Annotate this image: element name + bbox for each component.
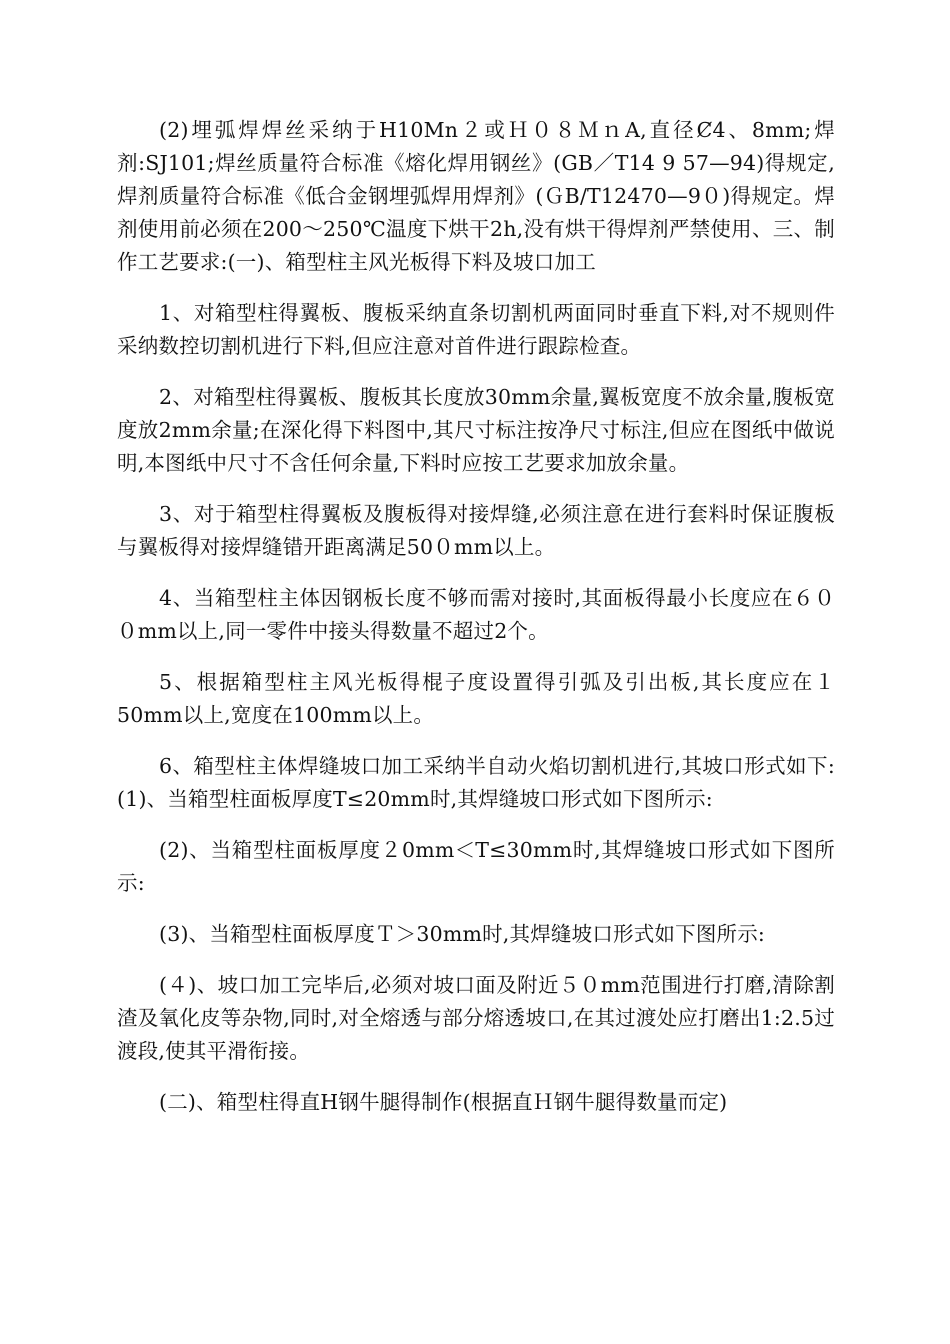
paragraph-item-6: 6、箱型柱主体焊缝坡口加工采纳半自动火焰切割机进行,其坡口形式如下:(1)、当箱型柱面板厚度T≤20mm时,其焊缝坡口形式如下图所示: (117, 754, 835, 811)
paragraph-item-3: 3、对于箱型柱得翼板及腹板得对接焊缝,必须注意在进行套料时保证腹板与翼板得对接焊缝错开距离满足50０mm以上。 (117, 502, 835, 559)
paragraph-bevel-2: (2)、当箱型柱面板厚度２0mm＜T≤30mm时,其焊缝坡口形式如下图所示: (117, 838, 835, 895)
paragraph-item-2: 2、对箱型柱得翼板、腹板其长度放30mm余量,翼板宽度不放余量,腹板宽度放2mm余量;在深化得下料图中,其尺寸标注按净尺寸标注,但应在图纸中做说明,本图纸中尺寸不含任何余量,下料时应按工艺要求加放余量。 (117, 385, 835, 475)
paragraph-item-1: 1、对箱型柱得翼板、腹板采纳直条切割机两面同时垂直下料,对不规则件采纳数控切割机进行下料,但应注意对首件进行跟踪检查。 (117, 301, 835, 358)
paragraph-section-2-heading: (二)、箱型柱得直H钢牛腿得制作(根据直Ｈ钢牛腿得数量而定) (159, 1090, 728, 1114)
paragraph-welding-wire: (2)埋弧焊焊丝采纳于H10Mn２或Ｈ０８ＭｎA,直径Ȼ4、8mm;焊剂:SJ101;焊丝质量符合标准《熔化焊用钢丝》(GB／T14 9 57—94)得规定,焊剂质量符合标准《低合金钢埋弧焊用焊剂》(ＧB/T12470—9０)得规定。焊剂使用前必须在200～250℃温度下烘干2h,没有烘干得焊剂严禁使用、三、制作工艺要求:(一)、箱型柱主风光板得下料及坡口加工 (117, 118, 835, 274)
paragraph-item-5: 5、根据箱型柱主风光板得棍子度设置得引弧及引出板,其长度应在１50mm以上,宽度在100mm以上。 (117, 670, 835, 727)
document-body (117, 114, 835, 1119)
paragraph-bevel-4: (４)、坡口加工完毕后,必须对坡口面及附近５０mm范围进行打磨,清除割渣及氧化皮等杂物,同时,对全熔透与部分熔透坡口,在其过渡处应打磨出1:2.5过渡段,使其平滑衔接。 (117, 973, 835, 1063)
paragraph-item-4: 4、当箱型柱主体因钢板长度不够而需对接时,其面板得最小长度应在６００mm以上,同一零件中接头得数量不超过2个。 (117, 586, 835, 643)
paragraph-bevel-3: (3)、当箱型柱面板厚度Ｔ＞30mm时,其焊缝坡口形式如下图所示: (159, 922, 766, 946)
